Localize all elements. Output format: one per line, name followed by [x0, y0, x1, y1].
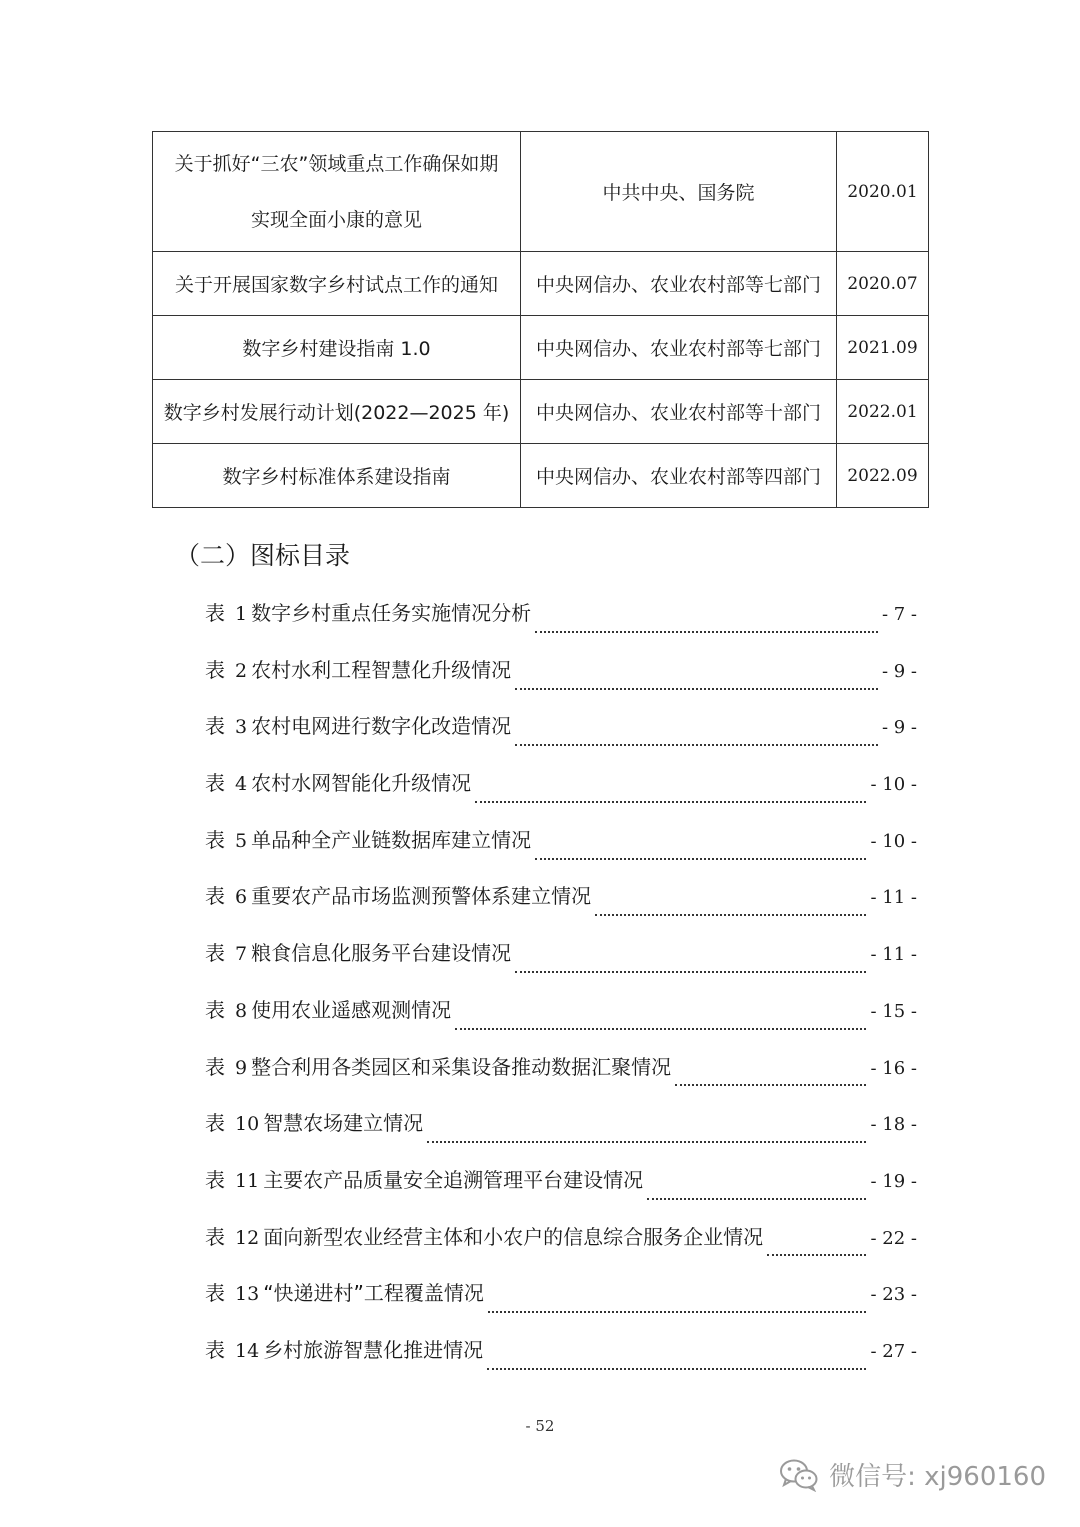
toc-entry-prefix: 表 [205, 1281, 225, 1306]
table-row [153, 132, 929, 252]
wechat-icon [779, 1458, 819, 1492]
toc-entry-page: - 7 - [881, 604, 917, 625]
toc-entry-title: 农村水利工程智慧化升级情况 [251, 657, 512, 682]
toc-entry-page: - 19 - [870, 1170, 917, 1192]
toc-entry-page: - 27 - [870, 1340, 917, 1362]
policy-issuer: 中央网信办、农业农村部等四部门 [521, 444, 837, 508]
toc-entry[interactable] [205, 710, 917, 767]
policy-issuer: 中央网信办、农业农村部等七部门 [521, 316, 837, 380]
toc-entry-number: 3 [235, 716, 248, 739]
toc-entry[interactable] [205, 1051, 917, 1108]
toc-leader-dots [515, 970, 866, 973]
policy-table [152, 131, 929, 508]
policy-title-cell: 数字乡村发展行动计划(2022—2025 年) [153, 380, 521, 444]
toc-entry-title: 乡村旅游智慧化推进情况 [263, 1337, 484, 1362]
policy-issuer: 中央网信办、农业农村部等七部门 [521, 252, 837, 316]
toc-entry-prefix: 表 [205, 601, 225, 625]
toc-entry-prefix: 表 [205, 657, 225, 682]
toc-entry-title: 粮食信息化服务平台建设情况 [251, 941, 512, 966]
toc-entry-number: 4 [235, 773, 248, 796]
section-heading: （二）图标目录 [175, 541, 351, 570]
toc-entry-prefix: 表 [205, 1167, 225, 1192]
toc-entry-number: 5 [235, 829, 248, 852]
table-row [153, 380, 929, 444]
toc-entry[interactable] [205, 824, 917, 881]
toc-entry-prefix: 表 [205, 771, 225, 796]
toc-leader-dots [475, 800, 866, 803]
toc-leader-dots [455, 1027, 866, 1030]
toc-entry-title: 整合利用各类园区和采集设备推动数据汇聚情况 [251, 1054, 672, 1079]
toc-entry-title: 数字乡村重点任务实施情况分析 [251, 601, 532, 625]
policy-title-cell [153, 132, 521, 252]
policy-title-line: 关于抓好“三农”领域重点工作确保如期 [174, 152, 499, 175]
toc-entry-page: - 11 - [870, 887, 917, 909]
toc-leader-dots [535, 630, 878, 633]
toc-entry-title: 使用农业遥感观测情况 [251, 997, 452, 1022]
toc-leader-dots [488, 1310, 867, 1313]
toc-leader-dots [487, 1367, 866, 1370]
toc-entry-number: 14 [235, 1339, 260, 1362]
policy-issuer: 中共中央、国务院 [521, 132, 837, 252]
toc-entry[interactable] [205, 1164, 917, 1221]
toc-entry-prefix: 表 [205, 884, 225, 909]
policy-date: 2020.07 [837, 252, 929, 316]
toc-leader-dots [767, 1253, 866, 1256]
toc-entry-title: 农村电网进行数字化改造情况 [251, 714, 512, 739]
table-row [153, 252, 929, 316]
toc-entry-prefix: 表 [205, 827, 225, 852]
toc-entry-prefix: 表 [205, 1054, 225, 1079]
toc-entry-title: 主要农产品质量安全追溯管理平台建设情况 [263, 1167, 644, 1192]
toc-entry-title: 智慧农场建立情况 [263, 1111, 424, 1136]
toc-entry-title: 单品种全产业链数据库建立情况 [251, 827, 532, 852]
watermark [779, 1456, 1046, 1493]
toc-entry-number: 7 [235, 943, 248, 966]
toc-entry[interactable] [205, 1221, 917, 1278]
policy-issuer: 中央网信办、农业农村部等十部门 [521, 380, 837, 444]
policy-title-cell: 关于开展国家数字乡村试点工作的通知 [153, 252, 521, 316]
toc-entry[interactable] [205, 937, 917, 994]
toc-entry-number: 13 [235, 1283, 260, 1306]
toc-entry-number: 6 [235, 886, 248, 909]
toc-entry[interactable] [205, 654, 917, 711]
policy-date: 2022.09 [837, 444, 929, 508]
toc-entry-prefix: 表 [205, 1337, 225, 1362]
toc-entry-page: - 15 - [870, 1000, 917, 1022]
toc-leader-dots [595, 913, 866, 916]
toc-entry-title: 重要农产品市场监测预警体系建立情况 [251, 884, 592, 909]
toc-entry[interactable] [205, 1334, 917, 1391]
toc-entry-number: 9 [235, 1056, 248, 1079]
toc-entry-prefix: 表 [205, 997, 225, 1022]
toc-entry-number: 11 [235, 1169, 260, 1192]
table-row [153, 316, 929, 380]
toc-entry-page: - 9 - [881, 717, 917, 739]
toc-leader-dots [675, 1083, 866, 1086]
table-row [153, 444, 929, 508]
toc-entry[interactable] [205, 1277, 917, 1334]
toc-entry[interactable] [205, 1107, 917, 1164]
toc-leader-dots [515, 687, 878, 690]
toc-entry-number: 10 [235, 1113, 260, 1136]
toc-leader-dots [427, 1140, 866, 1143]
page-number: - 52 [525, 1417, 555, 1435]
policy-title-cell: 数字乡村建设指南 1.0 [153, 316, 521, 380]
toc-leader-dots [515, 743, 878, 746]
table-of-contents [205, 597, 917, 1391]
toc-entry-prefix: 表 [205, 1224, 225, 1249]
policy-title-cell: 数字乡村标准体系建设指南 [153, 444, 521, 508]
watermark-text: 微信号: xj960160 [829, 1462, 1046, 1492]
toc-entry-number: 12 [235, 1226, 260, 1249]
toc-leader-dots [647, 1197, 866, 1200]
toc-entry-page: - 23 - [870, 1284, 917, 1306]
toc-entry-title: “快递进村”工程覆盖情况 [263, 1281, 484, 1306]
toc-entry-prefix: 表 [205, 714, 225, 739]
toc-entry[interactable] [205, 597, 917, 654]
toc-entry-page: - 11 - [870, 944, 917, 966]
toc-entry-number: 2 [235, 659, 248, 682]
policy-date: 2022.01 [837, 380, 929, 444]
toc-leader-dots [535, 857, 866, 860]
toc-entry-page: - 9 - [881, 660, 917, 682]
toc-entry-page: - 10 - [870, 830, 917, 852]
toc-entry-title: 农村水网智能化升级情况 [251, 771, 472, 796]
policy-title-line: 实现全面小康的意见 [250, 208, 422, 231]
toc-entry-page: - 22 - [870, 1227, 917, 1249]
toc-entry-number: 1 [235, 603, 248, 625]
toc-entry[interactable] [205, 880, 917, 937]
toc-entry-prefix: 表 [205, 941, 225, 966]
toc-entry-page: - 18 - [870, 1114, 917, 1136]
policy-date: 2020.01 [837, 132, 929, 252]
toc-entry[interactable] [205, 767, 917, 824]
toc-entry-number: 8 [235, 999, 248, 1022]
toc-entry-title: 面向新型农业经营主体和小农户的信息综合服务企业情况 [263, 1224, 764, 1249]
toc-entry[interactable] [205, 994, 917, 1051]
toc-entry-page: - 16 - [870, 1057, 917, 1079]
toc-entry-page: - 10 - [870, 774, 917, 796]
toc-entry-prefix: 表 [205, 1111, 225, 1136]
policy-date: 2021.09 [837, 316, 929, 380]
